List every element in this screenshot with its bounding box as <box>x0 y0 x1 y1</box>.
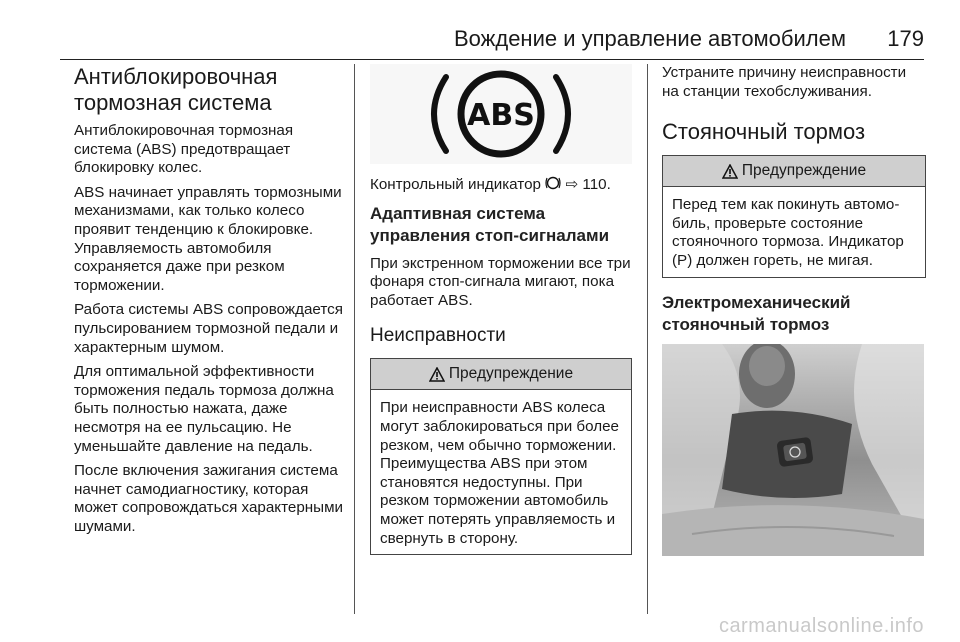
console-illustration <box>662 344 924 556</box>
warning-triangle-icon <box>722 164 738 179</box>
column-divider <box>354 64 355 614</box>
header-divider <box>60 59 924 60</box>
indicator-caption: Контрольный индикатор ⇨ 110. <box>370 176 611 193</box>
subsection-title-brake-lights: Адаптивная система управления стоп-сигналами <box>370 203 610 245</box>
paragraph: После включения зажигания система начнет самодиагностику, которая может сопровождаться характерными шумами. <box>74 462 344 535</box>
section-title-parking-brake: Стояночный тормоз <box>662 119 866 145</box>
section-title-abs: Антиблокировочная тормозная система <box>74 64 278 115</box>
warning-box <box>662 155 926 277</box>
column-abs <box>74 64 344 542</box>
warning-header: Предупреждение <box>663 156 925 187</box>
watermark: carmanualsonline.info <box>718 615 924 637</box>
paragraph: Работа системы ABS сопровождается пульсированием тормозной педали и характерным шумом. <box>74 301 343 356</box>
paragraph: Устраните причину неисправности на станции техобслуживания. <box>662 64 907 100</box>
warning-triangle-icon <box>429 367 445 382</box>
subsection-title-faults: Неисправности <box>370 325 506 347</box>
abs-small-icon <box>545 176 561 190</box>
paragraph: Антиблокировочная тормозная система (ABS) предотвращает блокировку колес. <box>74 122 294 177</box>
column-divider <box>647 64 648 614</box>
page-header <box>60 26 924 56</box>
header-title: Вождение и управление автомобилем <box>453 26 846 51</box>
page-reference-icon: ⇨ <box>565 176 579 193</box>
parking-brake-switch-photo <box>662 344 924 556</box>
column-indicator <box>370 64 632 561</box>
paragraph: При экстренном торможении все три фонаря стоп-сигнала мигают, пока работает ABS. <box>370 254 631 309</box>
paragraph: Для оптимальной эффективности торможения педаль тормоза должна быть полностью нажата, даже несмотря на ее пульсацию. Не уменьшайте давление на педаль. <box>74 363 334 455</box>
paragraph: ABS начинает управлять тормозными механизмами, как только колесо проявит тенденцию к блокировке. Управляемость автомобиля сохраняется даже при резком торможении. <box>74 183 342 294</box>
abs-warning-icon <box>416 69 586 159</box>
warning-box <box>370 358 632 555</box>
column-parking-brake <box>662 64 926 556</box>
svg-text:ABS: ABS <box>467 98 535 133</box>
abs-indicator-illustration <box>370 64 632 164</box>
warning-body: При неисправности ABS колеса могут заблокироваться при более резком, чем обычно торможении. Преимущества ABS при этом становятся недоступны. При резком торможении автомобиль может потерять управляемость и свернуть в сторону. <box>380 399 619 547</box>
warning-body: Перед тем как покинуть автомобиль, проверьте состояние стояночного тормоза. Индикатор (P) должен гореть, не мигая. <box>672 196 904 269</box>
page-reference[interactable]: 110. <box>582 176 611 193</box>
warning-header: Предупреждение <box>371 359 631 390</box>
page-number: 179 <box>887 26 924 51</box>
subsection-title-epb: Электромеханический стояночный тормоз <box>662 292 851 334</box>
